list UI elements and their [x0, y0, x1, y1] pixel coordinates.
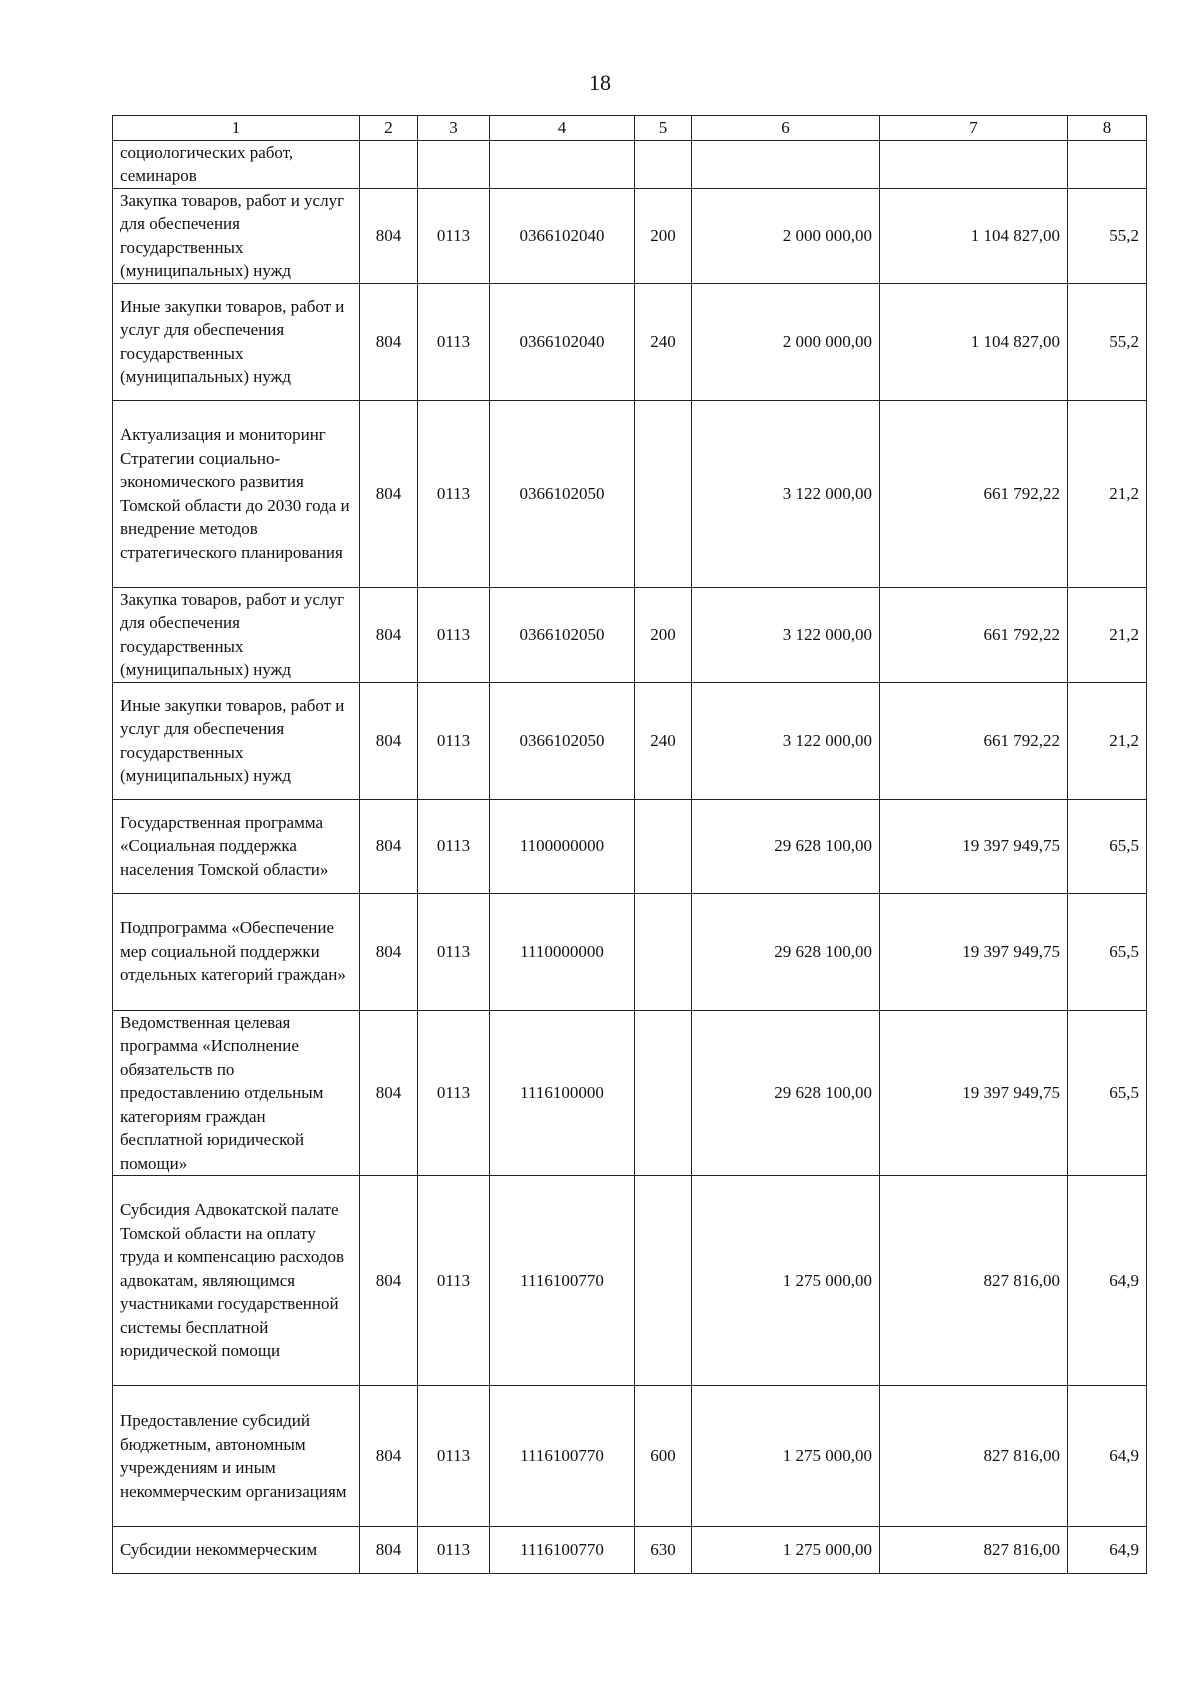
header-col-2: 2 — [360, 116, 418, 141]
row-col-7: 661 792,22 — [880, 400, 1068, 587]
row-col-6: 3 122 000,00 — [692, 400, 880, 587]
row-col-7: 661 792,22 — [880, 587, 1068, 682]
row-col-2: 804 — [360, 188, 418, 283]
row-col-4: 0366102050 — [490, 682, 635, 799]
row-col-4: 1110000000 — [490, 893, 635, 1010]
row-name: Иные закупки товаров, работ и услуг для обеспечения государственных (муниципальных) нужд — [113, 283, 360, 400]
budget-table — [112, 115, 1147, 1574]
row-col-3: 0113 — [418, 283, 490, 400]
row-col-7: 827 816,00 — [880, 1527, 1068, 1574]
row-col-4: 1116100770 — [490, 1386, 635, 1527]
row-name: Актуализация и мониторинг Стратегии социально-экономического развития Томской области до 2030 года и внедрение методов стратегического планирования — [113, 400, 360, 587]
header-col-1: 1 — [113, 116, 360, 141]
header-col-7: 7 — [880, 116, 1068, 141]
row-col-4: 0366102040 — [490, 283, 635, 400]
row-col-6: 1 275 000,00 — [692, 1527, 880, 1574]
row-name: Подпрограмма «Обеспечение мер социальной поддержки отдельных категорий граждан» — [113, 893, 360, 1010]
row-col-7: 827 816,00 — [880, 1176, 1068, 1386]
row-col-7: 1 104 827,00 — [880, 283, 1068, 400]
row-col-2: 804 — [360, 587, 418, 682]
row-col-5 — [635, 799, 692, 893]
header-col-8: 8 — [1068, 116, 1147, 141]
row-col-2: 804 — [360, 1527, 418, 1574]
row-col-3: 0113 — [418, 400, 490, 587]
row-col-6: 29 628 100,00 — [692, 799, 880, 893]
row-col-5: 600 — [635, 1386, 692, 1527]
row-col-6 — [692, 140, 880, 188]
row-col-5 — [635, 1176, 692, 1386]
row-col-7 — [880, 140, 1068, 188]
row-name: Ведомственная целевая программа «Исполнение обязательств по предоставлению отдельным категориям граждан бесплатной юридической помощи» — [113, 1010, 360, 1176]
row-col-2: 804 — [360, 1386, 418, 1527]
row-col-4: 1116100770 — [490, 1176, 635, 1386]
table-row — [113, 587, 1147, 682]
row-col-2 — [360, 140, 418, 188]
row-col-8 — [1068, 140, 1147, 188]
row-col-3: 0113 — [418, 587, 490, 682]
row-col-6: 3 122 000,00 — [692, 682, 880, 799]
row-name: Субсидия Адвокатской палате Томской области на оплату труда и компенсацию расходов адвокатам, являющимся участниками государственной системы бесплатной юридической помощи — [113, 1176, 360, 1386]
row-col-6: 1 275 000,00 — [692, 1176, 880, 1386]
row-col-3: 0113 — [418, 188, 490, 283]
row-col-8: 21,2 — [1068, 587, 1147, 682]
table-row — [113, 893, 1147, 1010]
row-col-4: 1116100000 — [490, 1010, 635, 1176]
row-col-5: 200 — [635, 587, 692, 682]
row-col-8: 65,5 — [1068, 799, 1147, 893]
row-name: Закупка товаров, работ и услуг для обеспечения государственных (муниципальных) нужд — [113, 587, 360, 682]
row-col-6: 3 122 000,00 — [692, 587, 880, 682]
row-col-8: 65,5 — [1068, 893, 1147, 1010]
table-row — [113, 1176, 1147, 1386]
row-col-4: 1100000000 — [490, 799, 635, 893]
row-col-2: 804 — [360, 893, 418, 1010]
row-col-2: 804 — [360, 1176, 418, 1386]
row-col-8: 21,2 — [1068, 400, 1147, 587]
row-name: Государственная программа «Социальная поддержка населения Томской области» — [113, 799, 360, 893]
row-col-3: 0113 — [418, 1010, 490, 1176]
row-col-5 — [635, 1010, 692, 1176]
row-col-3: 0113 — [418, 1176, 490, 1386]
header-row — [113, 116, 1147, 141]
row-col-7: 19 397 949,75 — [880, 1010, 1068, 1176]
row-name: Субсидии некоммерческим — [113, 1527, 360, 1574]
row-col-2: 804 — [360, 682, 418, 799]
row-col-5: 630 — [635, 1527, 692, 1574]
row-col-8: 55,2 — [1068, 283, 1147, 400]
row-col-5: 240 — [635, 682, 692, 799]
row-col-7: 661 792,22 — [880, 682, 1068, 799]
row-col-6: 2 000 000,00 — [692, 283, 880, 400]
page-number: 18 — [589, 70, 611, 95]
row-col-3: 0113 — [418, 799, 490, 893]
row-col-5 — [635, 400, 692, 587]
row-col-7: 19 397 949,75 — [880, 893, 1068, 1010]
table-row — [113, 188, 1147, 283]
header-col-5: 5 — [635, 116, 692, 141]
header-col-3: 3 — [418, 116, 490, 141]
row-col-4: 0366102050 — [490, 400, 635, 587]
row-col-6: 29 628 100,00 — [692, 1010, 880, 1176]
row-col-8: 64,9 — [1068, 1176, 1147, 1386]
table-row — [113, 1010, 1147, 1176]
row-col-5: 200 — [635, 188, 692, 283]
row-col-5 — [635, 893, 692, 1010]
row-col-6: 29 628 100,00 — [692, 893, 880, 1010]
row-col-3: 0113 — [418, 1386, 490, 1527]
row-col-8: 65,5 — [1068, 1010, 1147, 1176]
header-col-6: 6 — [692, 116, 880, 141]
row-col-8: 64,9 — [1068, 1527, 1147, 1574]
row-col-4: 1116100770 — [490, 1527, 635, 1574]
row-col-4 — [490, 140, 635, 188]
table-row — [113, 1527, 1147, 1574]
header-col-4: 4 — [490, 116, 635, 141]
row-col-4: 0366102050 — [490, 587, 635, 682]
table-row — [113, 283, 1147, 400]
row-col-7: 827 816,00 — [880, 1386, 1068, 1527]
row-col-7: 1 104 827,00 — [880, 188, 1068, 283]
row-col-6: 2 000 000,00 — [692, 188, 880, 283]
row-col-5: 240 — [635, 283, 692, 400]
row-col-3: 0113 — [418, 682, 490, 799]
row-col-2: 804 — [360, 1010, 418, 1176]
table-row — [113, 1386, 1147, 1527]
row-col-4: 0366102040 — [490, 188, 635, 283]
row-col-3: 0113 — [418, 1527, 490, 1574]
row-col-2: 804 — [360, 400, 418, 587]
table-row — [113, 799, 1147, 893]
row-col-3: 0113 — [418, 893, 490, 1010]
table-row — [113, 140, 1147, 188]
row-col-8: 55,2 — [1068, 188, 1147, 283]
row-col-3 — [418, 140, 490, 188]
row-col-2: 804 — [360, 799, 418, 893]
row-col-8: 21,2 — [1068, 682, 1147, 799]
row-name: Закупка товаров, работ и услуг для обеспечения государственных (муниципальных) нужд — [113, 188, 360, 283]
row-col-5 — [635, 140, 692, 188]
row-name: Иные закупки товаров, работ и услуг для обеспечения государственных (муниципальных) нужд — [113, 682, 360, 799]
table-row — [113, 682, 1147, 799]
row-name: социологических работ, семинаров — [113, 140, 360, 188]
row-col-2: 804 — [360, 283, 418, 400]
row-col-7: 19 397 949,75 — [880, 799, 1068, 893]
row-col-6: 1 275 000,00 — [692, 1386, 880, 1527]
table-row — [113, 400, 1147, 587]
row-name: Предоставление субсидий бюджетным, автономным учреждениям и иным некоммерческим организациям — [113, 1386, 360, 1527]
row-col-8: 64,9 — [1068, 1386, 1147, 1527]
